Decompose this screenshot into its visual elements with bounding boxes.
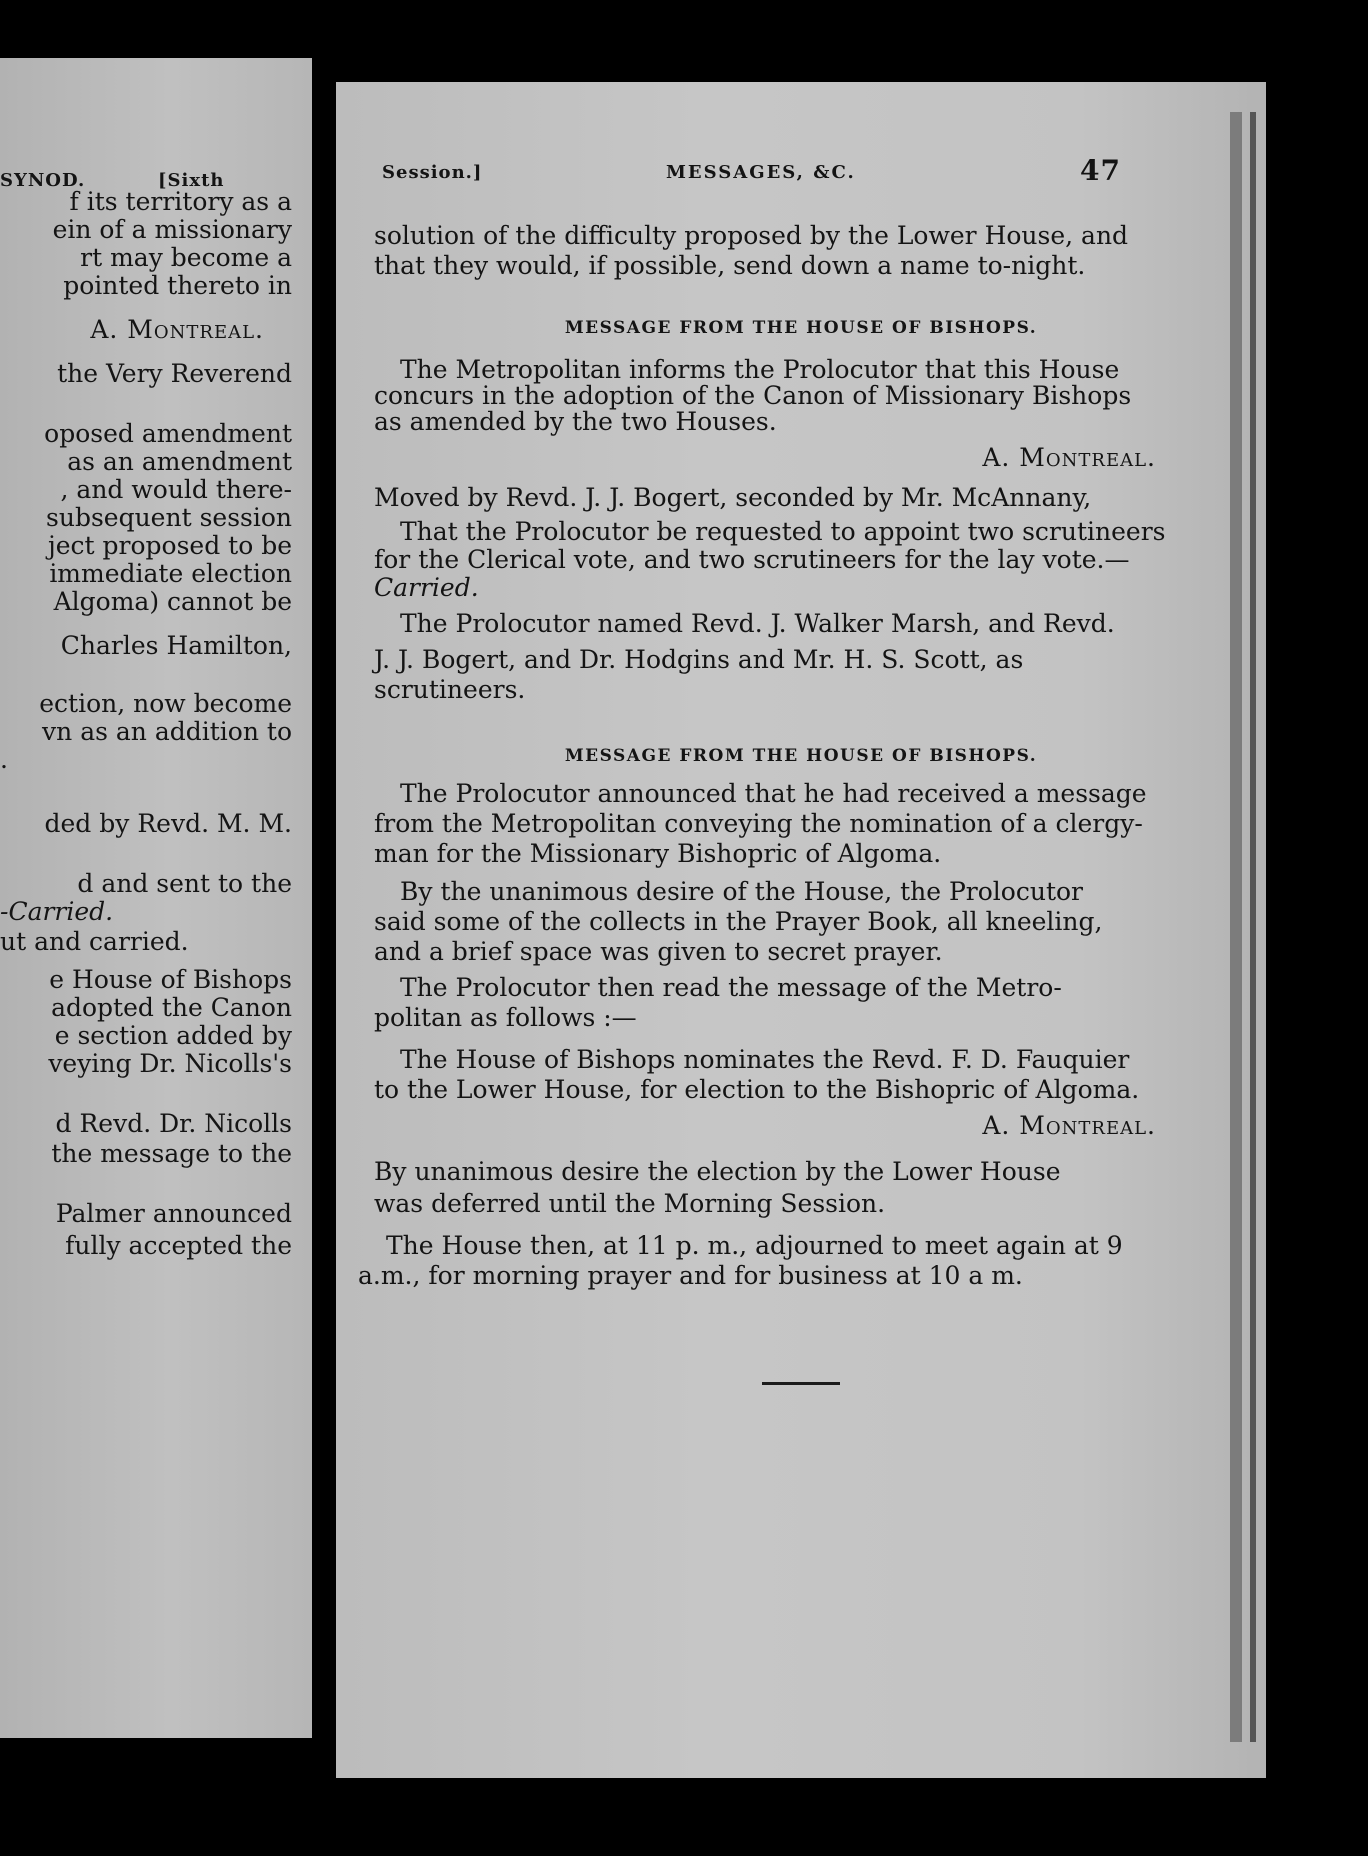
section-heading: MESSAGE FROM THE HOUSE OF BISHOPS. (564, 746, 1038, 766)
running-header-session: Session.] (382, 162, 483, 183)
body-line: The House then, at 11 p. m., adjourned to meet again at 9 (386, 1231, 1123, 1260)
body-line: By unanimous desire the election by the Lower House (374, 1157, 1061, 1186)
left-page (0, 58, 312, 1738)
body-line: The Prolocutor named Revd. J. Walker Marsh, and Revd. (400, 609, 1115, 638)
left-text-line: immediate election (49, 559, 292, 588)
body-line: for the Clerical vote, and two scrutineers for the lay vote.— (374, 545, 1130, 574)
left-text-line: veying Dr. Nicolls's (48, 1049, 292, 1078)
body-line: The Metropolitan informs the Prolocutor that this House (400, 355, 1120, 384)
left-text-line: -Carried. (0, 897, 114, 926)
signature: A. Montreal. (982, 443, 1156, 472)
left-text-line: rt may become a (80, 243, 292, 272)
left-running-header: SYNOD. (0, 170, 86, 191)
left-text-line: ein of a missionary (52, 215, 292, 244)
left-text-line: e House of Bishops (49, 965, 292, 994)
body-line: The Prolocutor then read the message of the Metro- (400, 973, 1062, 1002)
body-line: The Prolocutor announced that he had received a message (400, 779, 1147, 808)
left-text-line: Charles Hamilton, (60, 631, 292, 660)
body-line: that they would, if possible, send down a name to-night. (374, 251, 1086, 280)
left-text-line: ject proposed to be (47, 531, 292, 560)
body-line: a.m., for morning prayer and for business at 10 a m. (358, 1261, 1023, 1290)
left-text-line: Algoma) cannot be (53, 587, 292, 616)
body-line: man for the Missionary Bishopric of Algoma. (374, 839, 942, 868)
left-text-line: , and would there- (60, 475, 292, 504)
body-line: J. J. Bogert, and Dr. Hodgins and Mr. H. S. Scott, as (374, 645, 1024, 674)
signature: A. Montreal. (982, 1111, 1156, 1140)
body-line: was deferred until the Morning Session. (374, 1189, 886, 1218)
left-running-header-session: [Sixth (158, 170, 225, 191)
body-line: scrutineers. (374, 675, 526, 704)
left-text-line: the Very Reverend (57, 359, 292, 388)
left-text-line: d Revd. Dr. Nicolls (55, 1109, 292, 1138)
body-line: The House of Bishops nominates the Revd. F. D. Fauquier (400, 1045, 1130, 1074)
body-line: concurs in the adoption of the Canon of Missionary Bishops (374, 381, 1132, 410)
left-text-line: f its territory as a (69, 187, 292, 216)
left-text-line: vn as an addition to (42, 717, 292, 746)
left-text-line: adopted the Canon (51, 993, 292, 1022)
page-edge-shadow-inner (1250, 112, 1256, 1742)
body-line: politan as follows :— (374, 1003, 637, 1032)
left-text-line: pointed thereto in (63, 271, 292, 300)
left-text-line: subsequent session (46, 503, 292, 532)
body-line: That the Prolocutor be requested to appoint two scrutineers (400, 517, 1166, 546)
left-text-line: fully accepted the (65, 1231, 292, 1260)
right-page (336, 82, 1266, 1778)
body-line: from the Metropolitan conveying the nomination of a clergy- (374, 809, 1143, 838)
running-header-title: MESSAGES, &C. (666, 162, 856, 183)
page-number: 47 (1080, 154, 1121, 187)
left-text-line: ded by Revd. M. M. (44, 809, 292, 838)
left-text-line: . (0, 745, 8, 774)
left-text-line: e section added by (54, 1021, 292, 1050)
body-line: By the unanimous desire of the House, the Prolocutor (400, 877, 1084, 906)
body-line: and a brief space was given to secret prayer. (374, 937, 943, 966)
left-text-line: ection, now become (39, 689, 292, 718)
body-line: as amended by the two Houses. (374, 407, 777, 436)
page-edge-shadow (1230, 112, 1242, 1742)
left-text-line: ut and carried. (0, 927, 189, 956)
section-heading: MESSAGE FROM THE HOUSE OF BISHOPS. (564, 318, 1038, 338)
body-line: said some of the collects in the Prayer Book, all kneeling, (374, 907, 1103, 936)
left-text-line: d and sent to the (77, 869, 292, 898)
body-line: Moved by Revd. J. J. Bogert, seconded by Mr. McAnnany, (374, 483, 1092, 512)
left-signature: A. Montreal. (90, 315, 264, 344)
left-text-line: as an amendment (67, 447, 292, 476)
left-text-line: Palmer announced (55, 1199, 292, 1228)
body-line: solution of the difficulty proposed by the Lower House, and (374, 221, 1129, 250)
body-line: Carried. (374, 573, 479, 602)
left-text-line: the message to the (51, 1139, 292, 1168)
body-line: to the Lower House, for election to the Bishopric of Algoma. (374, 1075, 1140, 1104)
left-text-line: oposed amendment (44, 419, 292, 448)
